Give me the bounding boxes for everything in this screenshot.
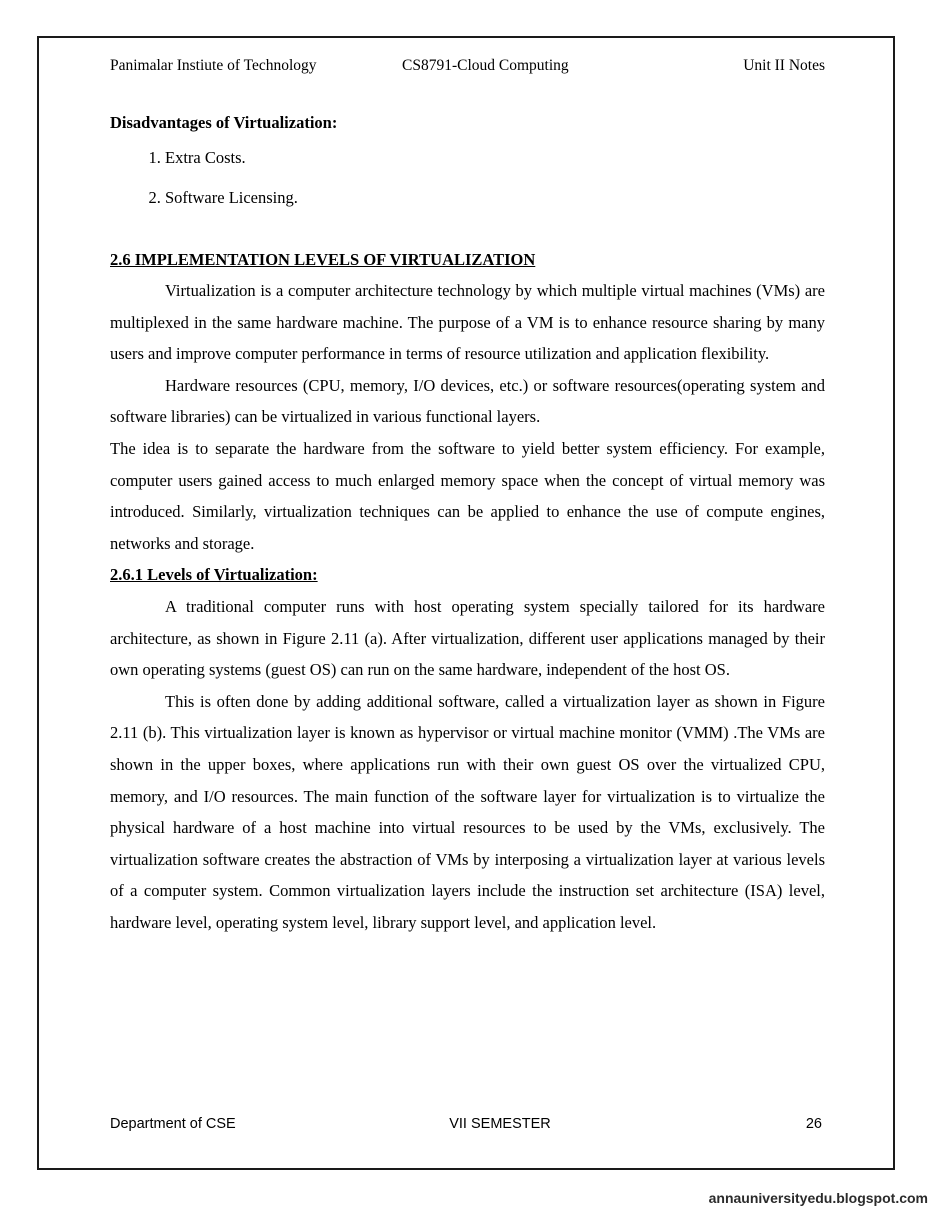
header-course: CS8791-Cloud Computing xyxy=(402,57,569,74)
disadvantages-heading: Disadvantages of Virtualization: xyxy=(110,113,338,132)
paragraph: A traditional computer runs with host operating system specially tailored for its hardware architecture, as shown in Figure 2.11 (a). After virtualization, different user applications managed by their own operating systems (guest OS) can run on the same hardware, independent of the host OS. xyxy=(110,596,825,680)
header-unit: Unit II Notes xyxy=(743,57,825,74)
footer-semester: VII SEMESTER xyxy=(449,1116,551,1132)
footer-page-number: 26 xyxy=(805,1116,822,1132)
paragraph: Virtualization is a computer architecture technology by which multiple virtual machines (VMs) are multiplexed in the same hardware machine. The purpose of a VM is to enhance resource sharing by many users and improve computer performance in terms of resource utilization and application flexibility. xyxy=(110,281,825,364)
paragraph: Hardware resources (CPU, memory, I/O devices, etc.) or software resources(operating system and software libraries) can be virtualized in various functional layers. xyxy=(110,375,825,427)
subsection-heading: 2.6.1 Levels of Virtualization: xyxy=(110,565,318,585)
footer-department: Department of CSE xyxy=(110,1116,236,1132)
paragraph: The idea is to separate the hardware from the software to yield better system efficiency. For example, computer users gained access to much enlarged memory space when the concept of virtual memory was introduced. Similarly, virtualization techniques can be applied to enhance the use of compute engines, networks and storage. xyxy=(110,438,825,553)
section-heading: 2.6 IMPLEMENTATION LEVELS OF VIRTUALIZATION xyxy=(110,250,536,269)
page-header xyxy=(110,52,825,80)
page-footer xyxy=(110,1111,825,1137)
page-content xyxy=(110,52,825,938)
list-item: 2. Software Licensing. xyxy=(165,186,825,210)
watermark: annauniversityedu.blogspot.com xyxy=(708,1190,928,1206)
paragraph: This is often done by adding additional software, called a virtualization layer as shown in Figure 2.11 (b). This virtualization layer is known as hypervisor or virtual machine monitor (VMM) .The VMs are shown in the upper boxes, where applications run with their own guest OS over the virtualized CPU, memory, and I/O resources. The main function of the software layer for virtualization is to virtualize the physical hardware of a host machine into virtual resources to be used by the VMs, exclusively. The virtualization software creates the abstraction of VMs by interposing a virtualization layer at various levels of a computer system. Common virtualization layers include the instruction set architecture (ISA) level, hardware level, operating system level, library support level, and application level. xyxy=(110,691,825,932)
header-institute: Panimalar Instiute of Technology xyxy=(110,57,317,74)
disadvantages-list xyxy=(110,146,825,210)
list-item: 1. Extra Costs. xyxy=(165,146,825,170)
